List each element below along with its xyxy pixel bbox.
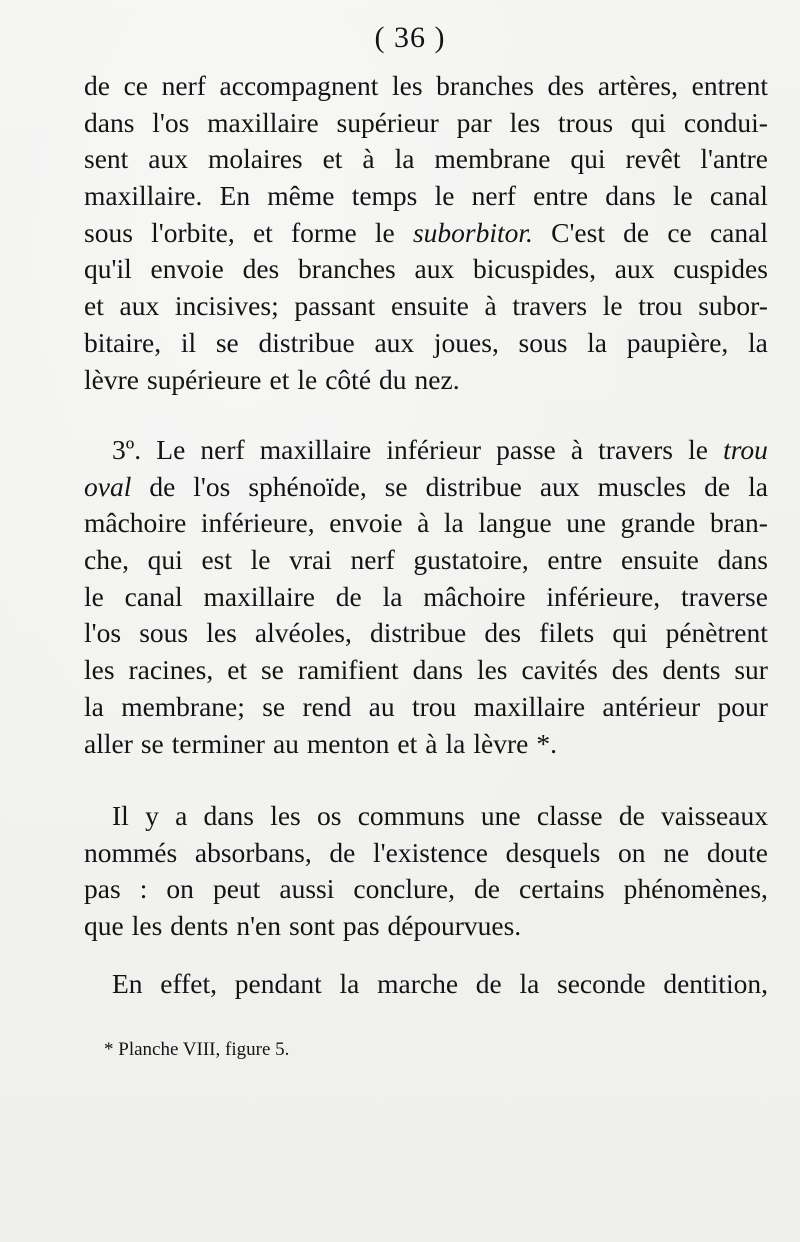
word: aux [539, 470, 580, 502]
word: inférieure, [200, 507, 315, 539]
word: le [297, 363, 318, 395]
word: les [391, 70, 423, 101]
word: se [140, 727, 164, 759]
word: che, [84, 544, 130, 576]
word: filets [539, 617, 595, 649]
word: le [250, 544, 271, 576]
word: sent [84, 143, 129, 175]
page-number: ( 36 ) [374, 21, 446, 54]
word: langue [478, 507, 552, 539]
word: menton [306, 727, 390, 759]
word: accompagnent [219, 70, 379, 101]
word: dans [84, 106, 135, 138]
word: la [748, 326, 768, 358]
text-line [84, 215, 768, 252]
word: joues, [433, 326, 499, 358]
word: maxillaire [259, 434, 372, 465]
text-line [84, 542, 768, 579]
word: ce [123, 70, 149, 101]
word: sous [518, 326, 568, 358]
word: En [112, 968, 143, 999]
word: au [368, 690, 395, 722]
word: 3º. [112, 434, 142, 465]
word: et [397, 727, 418, 759]
word: la [445, 727, 466, 759]
word: mâchoire [84, 507, 187, 539]
word: on [618, 836, 646, 868]
word: molaires [207, 143, 303, 175]
word: certains [519, 873, 605, 905]
word: distribue [258, 326, 355, 358]
word: une [480, 800, 521, 831]
word: les [476, 654, 508, 686]
word: à [362, 143, 375, 175]
word: sous [139, 617, 189, 649]
word: canal [709, 180, 768, 212]
word: passant [294, 290, 376, 322]
word: l'os [152, 106, 190, 138]
word: se [262, 690, 286, 722]
word: dépourvues. [387, 910, 522, 942]
word: supérieur [336, 106, 439, 138]
word: travers [512, 290, 588, 322]
word: et [322, 143, 343, 175]
text-line [84, 615, 768, 652]
word: entrent [691, 70, 768, 101]
word: de [474, 873, 500, 905]
word: l'orbite, [151, 216, 235, 248]
word: desquels [505, 836, 601, 868]
word: traverse [680, 580, 768, 612]
word: sous [84, 216, 133, 248]
word: aux [148, 143, 188, 175]
word: dans [203, 800, 254, 831]
text-line [84, 726, 768, 763]
word: racines, [128, 654, 214, 686]
word: de [149, 470, 176, 502]
word: et [269, 363, 290, 395]
word: qui [630, 106, 667, 138]
word: dans [717, 544, 768, 576]
word: inférieure, [546, 580, 661, 612]
word: se [384, 470, 408, 502]
word: le [672, 180, 693, 212]
word: membrane [434, 143, 551, 175]
word: supérieure [146, 363, 262, 395]
word: os [317, 800, 342, 831]
word: de [704, 470, 731, 502]
word: envoie [150, 253, 224, 285]
word: au [272, 727, 299, 759]
word: se [215, 326, 239, 358]
word: effet, [160, 968, 218, 999]
word: oval [84, 470, 132, 502]
text-line [84, 251, 768, 288]
word: doute [706, 836, 768, 868]
text-line [84, 871, 768, 908]
word: : [139, 873, 148, 905]
word: maxillaire [203, 580, 315, 612]
word: entre [533, 180, 589, 212]
word: mâchoire [423, 580, 526, 612]
word: vaisseaux [661, 800, 768, 831]
word: marche [377, 968, 459, 999]
word: sur [734, 654, 768, 686]
word: et [252, 216, 273, 248]
word: n'en [236, 910, 282, 942]
text-line [84, 68, 768, 105]
word: cuspides [673, 253, 768, 285]
word: a [175, 800, 188, 831]
word: incisives; [174, 290, 279, 322]
word: il [180, 326, 197, 358]
word: nerf [161, 70, 206, 101]
word: envoie [329, 507, 403, 539]
word: travers [598, 434, 673, 465]
word: nez. [414, 363, 460, 395]
word: phénomènes, [623, 873, 768, 905]
text-line [84, 505, 768, 542]
word: même [267, 180, 335, 212]
word: entre [547, 544, 603, 576]
word: de [335, 580, 362, 612]
word: trou [638, 290, 683, 322]
word: de [329, 836, 356, 868]
word: les [509, 106, 541, 138]
text-line [84, 432, 768, 469]
word: nerf [200, 434, 245, 465]
word: dents [662, 654, 721, 686]
word: canal [124, 580, 183, 612]
word: canal [709, 216, 768, 248]
text-line [84, 469, 768, 506]
word: côté [325, 363, 372, 395]
word: qui [147, 544, 183, 576]
word: à [484, 290, 497, 322]
word: de [475, 968, 502, 999]
word: est [201, 544, 232, 576]
word: la [443, 507, 464, 539]
word: artères, [597, 70, 678, 101]
word: ensuite [390, 290, 469, 322]
word: l'os [193, 470, 231, 502]
word: dans [605, 180, 656, 212]
paragraph [84, 966, 768, 1003]
word: bicuspides, [473, 253, 596, 285]
word: et [227, 654, 248, 686]
word: le [434, 180, 455, 212]
word: antérieur [602, 690, 701, 722]
word: à [417, 507, 430, 539]
word: les [270, 800, 301, 831]
word: la [394, 143, 415, 175]
word: le [374, 216, 395, 248]
word: *. [536, 727, 557, 759]
word: des [484, 617, 522, 649]
word: ne [663, 836, 690, 868]
word: qu'il [84, 253, 132, 285]
word: lèvre [473, 727, 529, 759]
word: que [84, 910, 124, 942]
word: sont [289, 910, 335, 942]
text-line [84, 689, 768, 726]
word: bitaire, [84, 326, 162, 358]
word: aussi [279, 873, 335, 905]
text-line [84, 908, 768, 945]
word: de [84, 70, 110, 101]
word: l'os [84, 617, 122, 649]
word: aux [614, 253, 655, 285]
text-line [84, 652, 768, 689]
word: maxillaire [473, 690, 586, 722]
word: sphénoïde, [248, 470, 367, 502]
word: à [425, 727, 438, 759]
word: la [587, 326, 608, 358]
text-line [84, 362, 768, 399]
word: branches [298, 253, 396, 285]
word: En [219, 180, 251, 212]
word: se [260, 654, 284, 686]
word: le [84, 580, 104, 612]
word: rend [302, 690, 352, 722]
word: nerf [350, 544, 395, 576]
word: par [456, 106, 492, 138]
text-line [84, 325, 768, 362]
word: nerf [471, 180, 516, 212]
word: lèvre [84, 363, 139, 395]
word: des [242, 253, 280, 285]
text-line [84, 966, 768, 1003]
word: ce [667, 216, 692, 248]
word: la [339, 968, 360, 999]
word: les [131, 910, 163, 942]
word: la [519, 968, 540, 999]
paragraph [84, 68, 768, 398]
word: du [379, 363, 407, 395]
word: la [382, 580, 403, 612]
word: la [748, 470, 768, 502]
paragraph [84, 798, 768, 945]
text-line [84, 835, 768, 872]
text-line [84, 178, 768, 215]
word: suborbitor. [412, 216, 533, 248]
word: alvéoles, [254, 617, 352, 649]
word: Il [112, 800, 129, 831]
word: distribue [425, 470, 522, 502]
word: et [84, 290, 104, 322]
word: gustatoire, [413, 544, 529, 576]
word: les [206, 617, 237, 649]
word: membrane; [121, 690, 245, 722]
word: conclure, [353, 873, 455, 905]
word: des [611, 654, 649, 686]
word: aux [414, 253, 455, 285]
paragraph [84, 432, 768, 762]
word: C'est [551, 216, 605, 248]
word: le [688, 434, 708, 465]
word: ensuite [620, 544, 699, 576]
word: subor- [698, 290, 768, 322]
word: muscles [597, 470, 687, 502]
word: forme [291, 216, 357, 248]
word: le [602, 290, 623, 322]
word: passe [496, 434, 556, 465]
word: de [618, 800, 645, 831]
text-line [84, 141, 768, 178]
word: grande [620, 507, 696, 539]
word: branches [436, 70, 534, 101]
word: les [84, 654, 115, 686]
text-line [84, 798, 768, 835]
word: terminer [171, 727, 265, 759]
word: pendant [234, 968, 322, 999]
word: seconde [557, 968, 646, 999]
word: ramifient [297, 654, 399, 686]
word: pénètrent [665, 617, 768, 649]
word: dans [412, 654, 463, 686]
word: l'antre [700, 143, 768, 175]
word: nommés [84, 836, 178, 868]
word: communs [357, 800, 465, 831]
word: inférieur [386, 434, 482, 465]
word: dentition, [663, 968, 768, 999]
word: une [566, 507, 606, 539]
word: peut [212, 873, 261, 905]
word: aller [84, 727, 133, 759]
word: bran- [709, 507, 768, 539]
word: pour [717, 690, 768, 722]
word: pas [84, 873, 121, 905]
word: qui [570, 143, 606, 175]
word: l'existence [373, 836, 488, 868]
footnote: * Planche VIII, figure 5. [104, 1039, 290, 1060]
word: à [570, 434, 584, 465]
text-line [84, 288, 768, 325]
word: trou [411, 690, 457, 722]
word: revêt [625, 143, 681, 175]
text-line [84, 579, 768, 616]
word: qui [612, 617, 648, 649]
word: aux [374, 326, 415, 358]
word: maxillaire. [84, 180, 203, 212]
word: la [84, 690, 104, 722]
word: distribue [370, 617, 467, 649]
word: classe [536, 800, 603, 831]
word: temps [351, 180, 418, 212]
word: aux [119, 290, 160, 322]
word: pas [342, 910, 380, 942]
word: on [166, 873, 194, 905]
word: de [623, 216, 650, 248]
word: condui- [683, 106, 768, 138]
word: vrai [289, 544, 332, 576]
word: paupière, [626, 326, 729, 358]
word: absorbans, [194, 836, 312, 868]
word: y [145, 800, 159, 831]
word: maxillaire [207, 106, 319, 138]
text-line [84, 105, 768, 142]
word: trous [558, 106, 614, 138]
word: des [547, 70, 585, 101]
word: cavités [521, 654, 598, 686]
word: trou [723, 434, 768, 465]
word: dents [170, 910, 229, 942]
word: Le [156, 434, 186, 465]
